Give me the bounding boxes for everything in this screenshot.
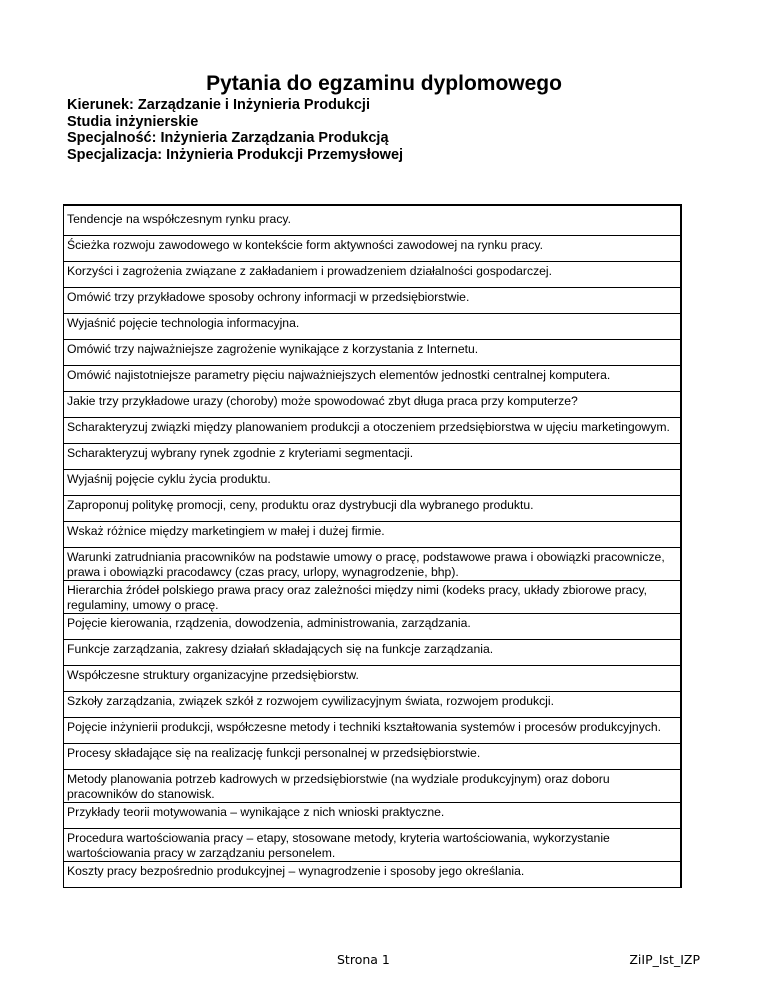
question-row <box>64 391 682 417</box>
question-row <box>64 613 682 639</box>
question-row <box>64 443 682 469</box>
question-row <box>64 665 682 691</box>
meta-studia: Studia inżynierskie <box>67 113 199 130</box>
meta-specjalnosc: Specjalność: Inżynieria Zarządzania Produkcją <box>67 130 389 146</box>
question-row <box>64 828 682 861</box>
question-text: Warunki zatrudniania pracowników na podstawie umowy o pracę, podstawowe prawa i obowiązki pracownicze, prawa i obowiązki pracodawcy (czas pracy, urlopy, wynagrodzenie, bhp). <box>64 547 682 580</box>
document-code: ZiIP_Ist_IZP <box>629 952 700 967</box>
question-row <box>64 469 682 495</box>
question-text: Wyjaśnić pojęcie technologia informacyjna. <box>64 313 682 339</box>
question-text: Omówić trzy przykładowe sposoby ochrony informacji w przedsiębiorstwie. <box>64 287 682 313</box>
question-text: Zaproponuj politykę promocji, ceny, produktu oraz dystrybucji dla wybranego produktu. <box>64 495 682 521</box>
question-row <box>64 339 682 365</box>
question-text: Omówić trzy najważniejsze zagrożenie wynikające z korzystania z Internetu. <box>64 339 682 365</box>
question-row <box>64 691 682 717</box>
question-text: Procesy składające się na realizację funkcji personalnej w przedsiębiorstwie. <box>64 743 682 769</box>
question-text: Scharakteryzuj związki między planowaniem produkcji a otoczeniem przedsiębiorstwa w ujęciu marketingowym. <box>64 417 682 443</box>
question-text: Szkoły zarządzania, związek szkół z rozwojem cywilizacyjnym świata, rozwojem produkcji. <box>64 691 682 717</box>
question-text: Ścieżka rozwoju zawodowego w kontekście form aktywności zawodowej na rynku pracy. <box>64 235 682 261</box>
question-text: Hierarchia źródeł polskiego prawa pracy oraz zależności między nimi (kodeks pracy, układy zbiorowe pracy, regulaminy, umowy o pracę. <box>64 580 682 613</box>
question-row <box>64 235 682 261</box>
question-row <box>64 261 682 287</box>
question-text: Pojęcie kierowania, rządzenia, dowodzenia, administrowania, zarządzania. <box>64 613 682 639</box>
question-text: Współczesne struktury organizacyjne przedsiębiorstw. <box>64 665 682 691</box>
question-row <box>64 495 682 521</box>
question-text: Wyjaśnij pojęcie cyklu życia produktu. <box>64 469 682 495</box>
page-number: Strona 1 <box>337 952 390 967</box>
question-row <box>64 769 682 802</box>
question-text: Korzyści i zagrożenia związane z zakładaniem i prowadzeniem działalności gospodarczej. <box>64 261 682 287</box>
question-row <box>64 743 682 769</box>
question-text: Jakie trzy przykładowe urazy (choroby) może spowodować zbyt długa praca przy komputerze? <box>64 391 682 417</box>
question-row <box>64 639 682 665</box>
question-text: Koszty pracy bezpośrednio produkcyjnej – wynagrodzenie i sposoby jego określania. <box>64 861 682 887</box>
questions-table <box>63 204 682 888</box>
meta-kierunek: Kierunek: Zarządzanie i Inżynieria Produkcji <box>67 97 370 113</box>
question-row <box>64 861 682 887</box>
question-row <box>64 287 682 313</box>
question-text: Wskaż różnice między marketingiem w małej i dużej firmie. <box>64 521 682 547</box>
question-text: Przykłady teorii motywowania – wynikające z nich wnioski praktyczne. <box>64 802 682 828</box>
question-row <box>64 365 682 391</box>
question-row <box>64 313 682 339</box>
question-row <box>64 205 682 235</box>
question-row <box>64 417 682 443</box>
question-text: Pojęcie inżynierii produkcji, współczesne metody i techniki kształtowania systemów i procesów produkcyjnych. <box>64 717 682 743</box>
meta-specjalizacja: Specjalizacja: Inżynieria Produkcji Przemysłowej <box>67 146 404 163</box>
question-text: Omówić najistotniejsze parametry pięciu najważniejszych elementów jednostki centralnej komputera. <box>64 365 682 391</box>
question-row <box>64 547 682 580</box>
question-text: Metody planowania potrzeb kadrowych w przedsiębiorstwie (na wydziale produkcyjnym) oraz doboru pracowników do stanowisk. <box>64 769 682 802</box>
question-text: Scharakteryzuj wybrany rynek zgodnie z kryteriami segmentacji. <box>64 443 682 469</box>
question-text: Tendencje na współczesnym rynku pracy. <box>64 205 682 235</box>
document-title: Pytania do egzaminu dyplomowego <box>206 72 562 95</box>
question-row <box>64 580 682 613</box>
question-text: Procedura wartościowania pracy – etapy, stosowane metody, kryteria wartościowania, wykorzystanie wartościowania pracy w zarządzaniu personelem. <box>64 828 682 861</box>
question-row <box>64 521 682 547</box>
question-text: Funkcje zarządzania, zakresy działań składających się na funkcje zarządzania. <box>64 639 682 665</box>
question-row <box>64 802 682 828</box>
document-meta <box>67 97 403 163</box>
question-row <box>64 717 682 743</box>
questions-table-body <box>64 205 682 887</box>
